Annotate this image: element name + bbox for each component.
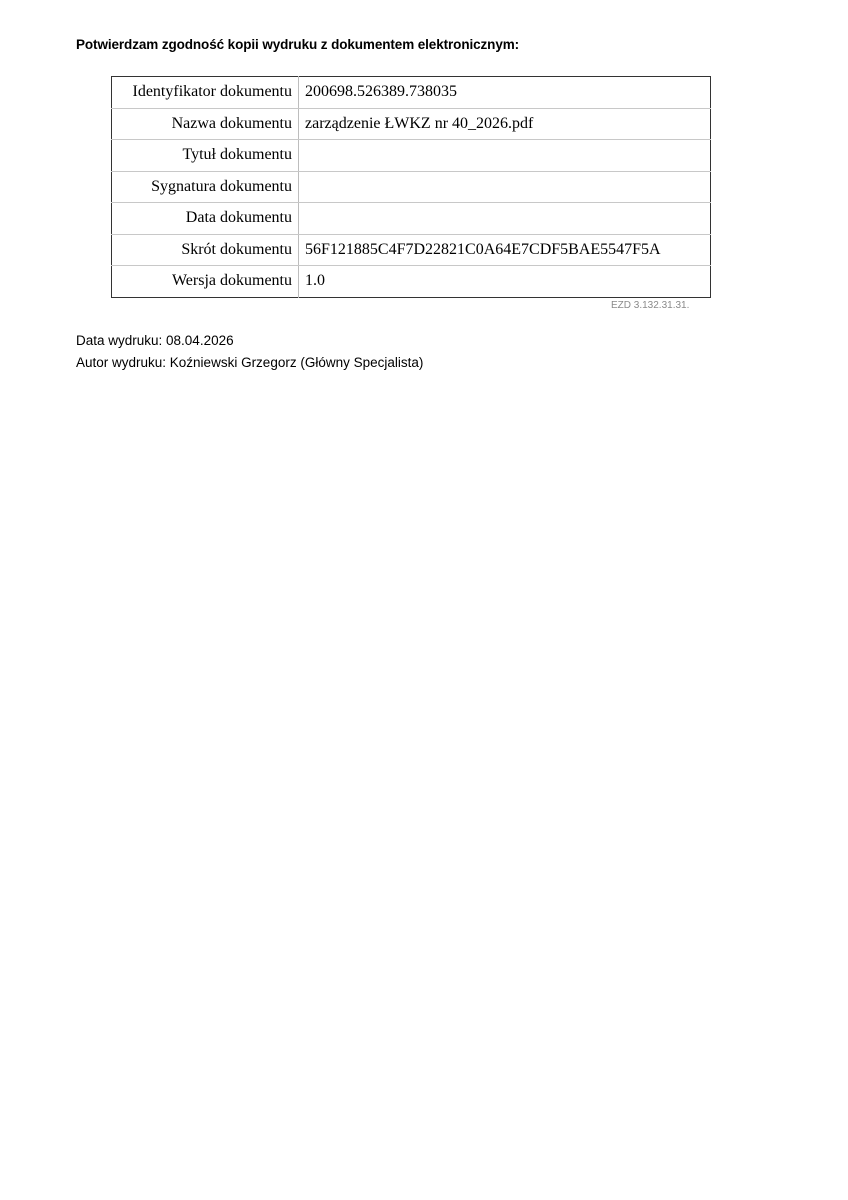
document-metadata-table [111,76,711,298]
system-version-stamp: EZD 3.132.31.31. [611,300,690,311]
row-label: Wersja dokumentu [112,266,299,298]
row-value [299,140,711,172]
row-label: Identyfikator dokumentu [112,77,299,109]
row-value: 1.0 [299,266,711,298]
table-row [112,77,711,109]
row-label: Sygnatura dokumentu [112,171,299,203]
row-value: 200698.526389.738035 [299,77,711,109]
table-row [112,203,711,235]
row-value [299,171,711,203]
table-row [112,140,711,172]
print-author: Autor wydruku: Koźniewski Grzegorz (Główny Specjalista) [76,355,424,370]
row-label: Tytuł dokumentu [112,140,299,172]
row-value: 56F121885C4F7D22821C0A64E7CDF5BAE5547F5A [299,234,711,266]
table-row [112,108,711,140]
row-label: Data dokumentu [112,203,299,235]
row-value [299,203,711,235]
row-label: Skrót dokumentu [112,234,299,266]
table-row [112,171,711,203]
table-row [112,266,711,298]
table-row [112,234,711,266]
confirmation-heading: Potwierdzam zgodność kopii wydruku z dokumentem elektronicznym: [76,37,520,52]
print-date: Data wydruku: 08.04.2026 [76,333,234,348]
row-label: Nazwa dokumentu [112,108,299,140]
row-value: zarządzenie ŁWKZ nr 40_2026.pdf [299,108,711,140]
